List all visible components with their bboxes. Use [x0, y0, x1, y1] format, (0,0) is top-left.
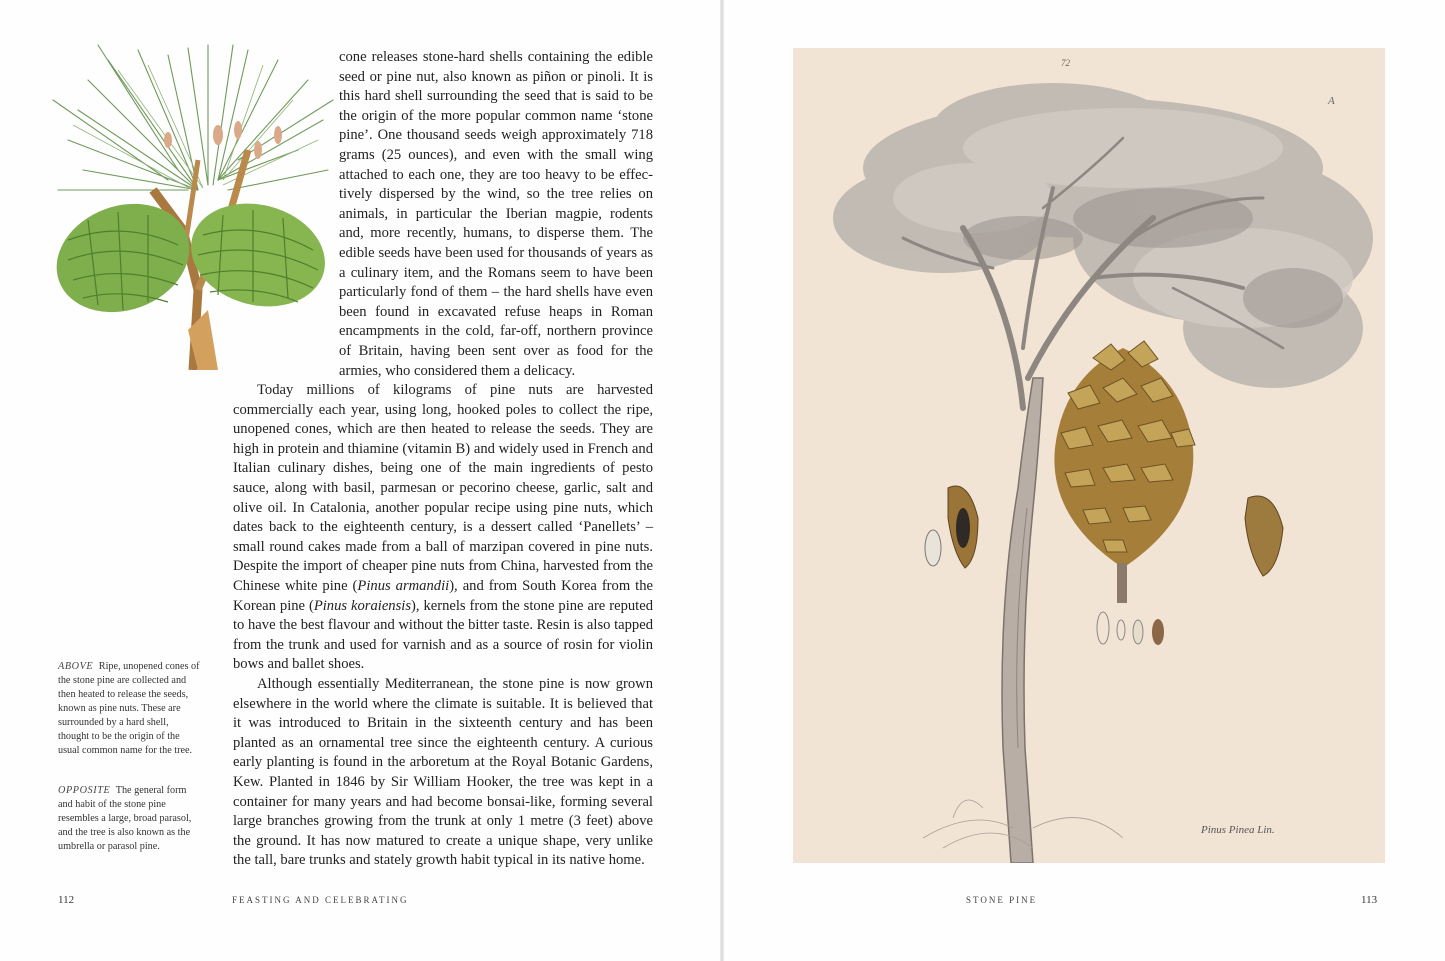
caption-label-opposite: OPPOSITE	[58, 785, 111, 796]
species-name-pinus-armandii: Pinus armandii	[357, 577, 450, 594]
plate-number: 72	[1061, 58, 1070, 68]
body-paragraph-3: Although essentially Mediterranean, the stone pine is now grown elsewhere in the world where the climate is suitable. It is believed that it was introduced to Britain in the sixteenth century and has been planted as an ornamental tree since the eighteenth century. A curious early planting is found in the arboretum at the Royal Botanic Gardens, Kew. Planted in 1846 by Sir William Hooker, the tree was kept in a container for many years and had become bonsai-like, forming several large branches growing from the trunk at only 1 metre (3 feet) above the ground. It has now matured to create a unique shape, very unlike the tall, bare trunks and stately growth habit typical in its native home.	[233, 676, 653, 869]
pine-cone-branch-illustration	[48, 40, 338, 370]
page-number-left: 112	[58, 894, 75, 906]
caption-above	[58, 660, 200, 758]
caption-label-above: ABOVE	[58, 661, 94, 672]
caption-text-opposite: The general form and habit of the stone pine resembles a large, broad parasol, and the tree is also known as the umbrella or parasol pine.	[58, 785, 192, 852]
pine-cone-illustration	[1054, 341, 1195, 603]
running-head-right: STONE PINE	[966, 895, 1038, 905]
running-head-left: FEASTING AND CELEBRATING	[232, 895, 409, 905]
species-name-pinus-koraiensis: Pinus koraiensis	[313, 597, 412, 614]
stone-pine-tree-illustration	[793, 48, 1385, 863]
page-number-right: 113	[1361, 894, 1378, 906]
botanical-plate	[793, 48, 1385, 863]
body-paragraph-2	[233, 381, 653, 675]
plate-letter: A	[1328, 95, 1335, 107]
caption-text-above: Ripe, unopened cones of the stone pine are collected and then heated to release the seeds, known as pine nuts. These are surrounded by a hard shell, thought to be the origin of the usual common name for the tree.	[58, 661, 200, 756]
paragraph-2-part-3: ), kernels from the stone pine are reputed to have the best flavour and without the bitter taste. Resin is also tapped from the trunk and used for varnish and as a source of rosin for violin bows and ballet shoes.	[233, 597, 653, 673]
left-page	[0, 0, 720, 961]
paragraph-2-part-2: ), and from South Korea from the Korean pine (	[233, 577, 654, 614]
paragraph-2-part-1: Today millions of kilograms of pine nuts are harvested commercially each year, using long, hooked poles to collect the ripe, unopened cones, which are then heated to release the seeds. They are high in protein and thiamine (vitamin B) and widely used in French and Italian culinary dishes, being one of the main ingredients of pesto sauce, along with basil, parmesan or pecorino cheese, garlic, salt and olive oil. In Catalonia, another popular recipe using pine nuts, which dates back to the eighteenth century, is a dessert called ‘Panellets’ – small round cakes made from a ball of marzipan covered in pine nuts. Despite the import of cheaper pine nuts from China, harvested from the Chinese white pine (	[233, 382, 653, 594]
body-paragraph-1: cone releases stone-hard shells containing the edible seed or pine nut, also known as piñon or pinoli. It is this hard shell surrounding the seed that is said to be the origin of the more popular common name ‘stone pine’. One thousand seeds weigh approximately 718 grams (25 ounces), and even with the small wing attached to each one, they are too heavy to be effectively dispersed by the wind, so the tree relies on animals, in particular the Iberian magpie, rodents and, more recently, humans, to disperse them. The edible seeds have been used for thousands of years as a culinary item, and the Romans seem to have been particularly fond of them – the hard shells have even been found in excavated refuse heaps in Roman encampments in the cold, far-off, northern province of Britain, having been sent over as food for the armies, who considered them a delicacy.	[339, 49, 653, 379]
right-page	[724, 0, 1445, 961]
caption-opposite	[58, 784, 200, 854]
plate-inscription: Pinus Pinea Lin.	[1201, 824, 1275, 836]
